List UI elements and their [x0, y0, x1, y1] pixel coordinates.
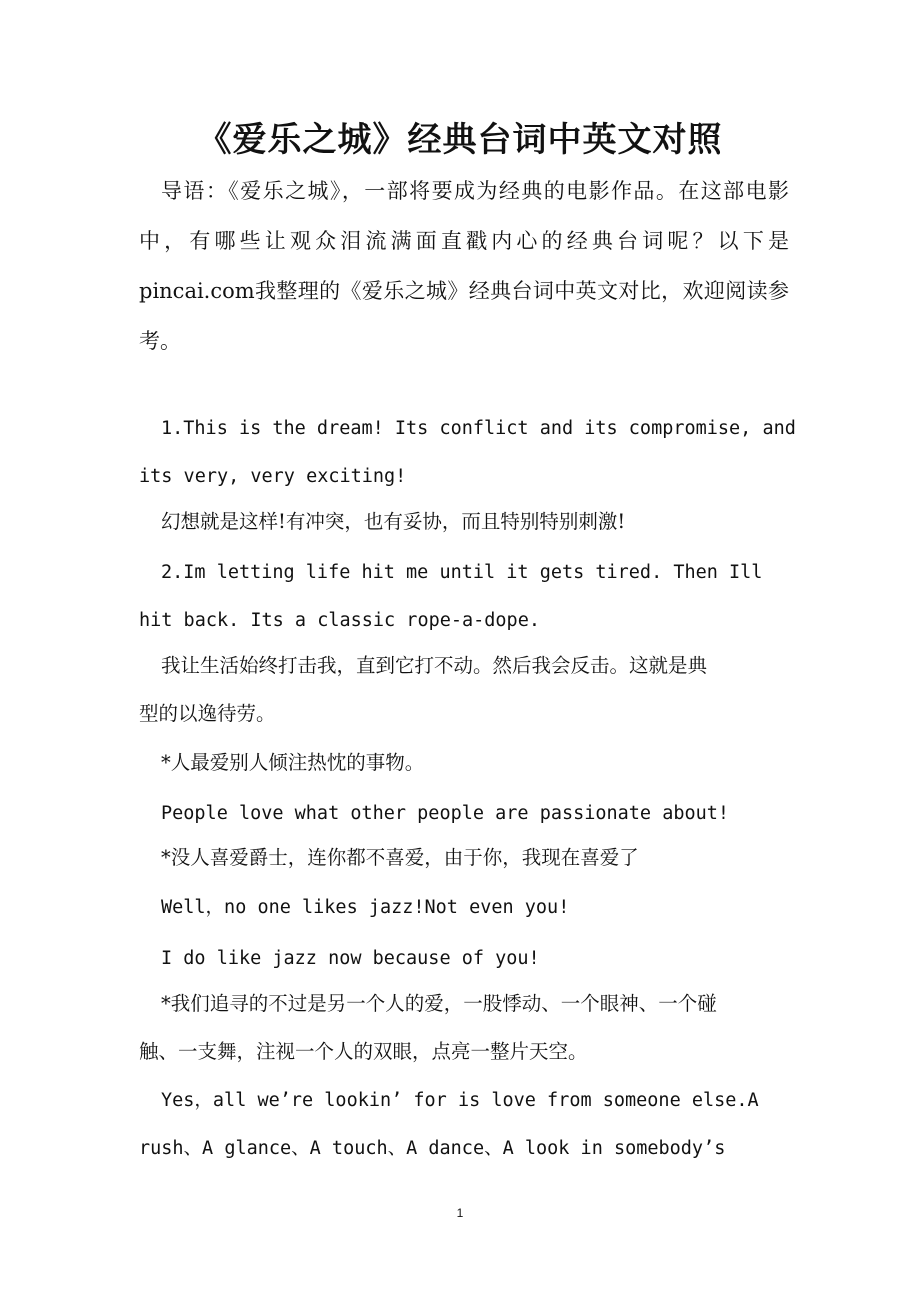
- quote-2-chinese-line-2: 型的以逸待劳。: [139, 702, 276, 725]
- quote-4-english-line-1: Well，no one likes jazz!Not even you!: [161, 897, 570, 918]
- quote-2-chinese-line-1: 我让生活始终打击我，直到它打不动。然后我会反击。这就是典: [161, 654, 708, 677]
- quote-2-english-line-2: hit back. Its a classic rope-a-dope.: [139, 610, 540, 631]
- page-number: 1: [456, 1206, 464, 1220]
- quote-1-chinese: 幻想就是这样!有冲突，也有妥协，而且特别特别刺激!: [161, 510, 626, 533]
- intro-paragraph: 导语：《爱乐之城》，一部将要成为经典的电影作品。在这部电影中，有哪些让观众泪流满面直戳内心的经典台词呢？以下是pincai.com我整理的《爱乐之城》经典台词中英文对比，欢迎阅读参考。: [139, 179, 789, 353]
- quote-3-english: People love what other people are passionate about!: [161, 803, 730, 824]
- quote-3-chinese: *人最爱别人倾注热忱的事物。: [161, 751, 425, 774]
- quote-5-chinese-line-2: 触、一支舞，注视一个人的双眼，点亮一整片天空。: [139, 1040, 588, 1063]
- quote-5-chinese-line-1: *我们追寻的不过是另一个人的爱，一股悸动、一个眼神、一个碰: [161, 992, 717, 1015]
- quote-2-english-line-1: 2.Im letting life hit me until it gets tired. Then Ill: [161, 562, 763, 583]
- quote-5-english-line-2: rush、A glance、A touch、A dance、A look in somebody’s: [139, 1138, 726, 1159]
- page-title: 《爱乐之城》经典台词中英文对照: [197, 120, 723, 160]
- quote-4-chinese: *没人喜爱爵士，连你都不喜爱，由于你，我现在喜爱了: [161, 846, 639, 869]
- quote-5-english-line-1: Yes，all we’re lookin’ for is love from someone else.A: [161, 1090, 759, 1111]
- quote-1-english-line-2: its very, very exciting!: [139, 466, 407, 487]
- quote-4-english-line-2: I do like jazz now because of you!: [161, 948, 540, 969]
- quote-1-english-line-1: 1.This is the dream! Its conflict and its compromise, and: [161, 418, 796, 439]
